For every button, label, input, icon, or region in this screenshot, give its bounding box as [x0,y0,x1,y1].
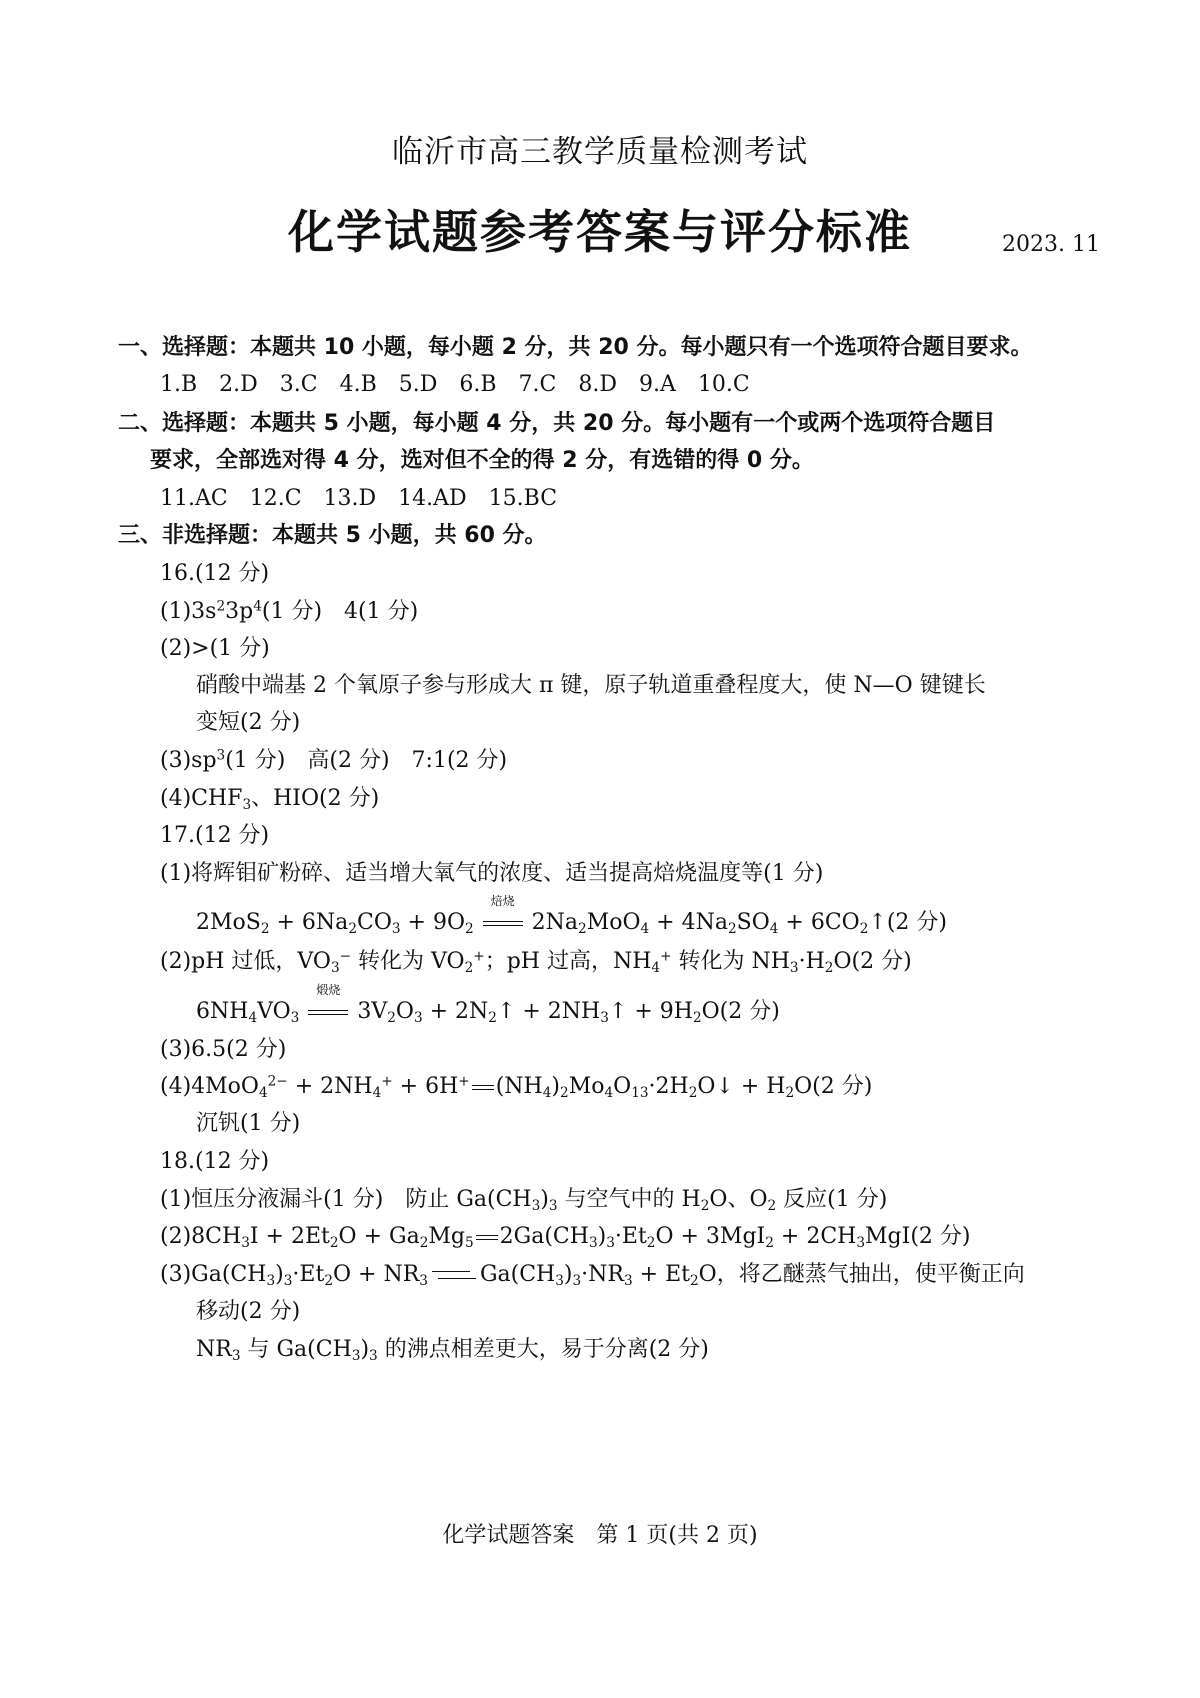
q18-part3-line3: $NR_3$ 与 $Ga(CH_3)_3$ 的沸点相差更大，易于分离(2 分) [196,1337,709,1364]
q17-part3: (3)6.5(2 分) [160,1037,287,1062]
page-footer: 化学试题答案 第 1 页(共 2 页) [442,1523,758,1548]
q18-part1: (1)恒压分液漏斗(1 分) 防止 $Ga(CH_3)_3$ 与空气中的 $H_2O$、$O_2$ 反应(1 分) [160,1187,888,1214]
q16-part4: $(4)CHF_3$、HIO(2 分) [160,786,380,813]
q16-part3: $(3)sp^3(1$ 分) 高(2 分) 7:1(2 分) [160,747,508,773]
q17-title: 17.(12 分) [160,823,270,848]
q18-part2: $(2)8CH_3I + 2Et_2O + Ga_2Mg_5$ $2Ga(CH_3)_3\cdot Et_2O + 3MgI_2 + 2CH_3MgI(2$ 分) [160,1224,971,1251]
section2-answers: 11.AC 12.C 13.D 14.AD 15.BC [160,486,558,511]
q17-part2: (2)pH 过低，$VO_3^-$ 转化为 $VO_2^+$；pH 过高，$NH_4^+$ 转化为 $NH_3\cdot H_2O(2$ 分) [160,948,912,976]
reaction-condition-calcine: 煅烧 [306,999,350,1024]
page-title: 化学试题参考答案与评分标准 [288,205,912,259]
q17-part4: $(4)4MoO_4^{2-} + 2NH_4^+ + 6H^+$ $(NH_4)_2Mo_4O_{13}\cdot 2H_2O↓ + H_2O(2$ 分) [160,1073,873,1101]
q18-part3-line2: 移动(2 分) [196,1299,301,1324]
q17-equation2: $6NH_4VO_3$ 煅烧 $3V_2O_3$ + $2N_2↑$ + $2NH_3↑ + 9H_2O(2$ 分) [196,983,780,1026]
section3-heading: 三、非选择题：本题共 5 小题，共 60 分。 [118,523,547,548]
q17-part1: (1)将辉钼矿粉碎、适当增大氧气的浓度、适当提高焙烧温度等(1 分) [160,861,824,886]
exam-date: 2023. 11 [1002,232,1100,257]
exam-subtitle: 临沂市高三教学质量检测考试 [392,134,808,170]
q16-title: 16.(12 分) [160,561,270,586]
q16-part2-explain-1: 硝酸中端基 2 个氧原子参与形成大 π 键，原子轨道重叠程度大，使 N—O 键键长 [196,673,986,698]
reversible-arrow [432,1270,476,1280]
section2-heading-line2: 要求，全部选对得 4 分，选对但不全的得 2 分，有选错的得 0 分。 [150,448,814,473]
q16-part2: (2)>(1 分) [160,636,270,661]
section2-heading-line1: 二、选择题：本题共 5 小题，每小题 4 分，共 20 分。每小题有一个或两个选项符合题目 [118,411,996,436]
q16-part2-explain-2: 变短(2 分) [196,710,301,735]
q18-title: 18.(12 分) [160,1149,270,1174]
q17-part4-tail: 沉钒(1 分) [196,1111,301,1136]
reaction-condition-roast: 焙烧 [481,910,525,935]
q16-part1: $(1)3s^23p^4(1$ 分) 4(1 分) [160,598,419,624]
q18-part3: $(3)Ga(CH_3)_3\cdot Et_2O + NR_3$ $Ga(CH_3)_3\cdot NR_3 + Et_2O$，将乙醚蒸气抽出，使平衡正向 [160,1262,1025,1289]
q17-equation1: $2MoS_2 + 6Na_2CO_3 + 9O_2$ 焙烧 $2Na_2MoO_4 + 4Na_2SO_4$ + $6CO_2↑(2$ 分) [196,894,947,937]
section1-heading: 一、选择题：本题共 10 小题，每小题 2 分，共 20 分。每小题只有一个选项符合题目要求。 [118,335,1033,360]
section1-answers: 1.B 2.D 3.C 4.B 5.D 6.B 7.C 8.D 9.A 10.C [160,372,750,397]
